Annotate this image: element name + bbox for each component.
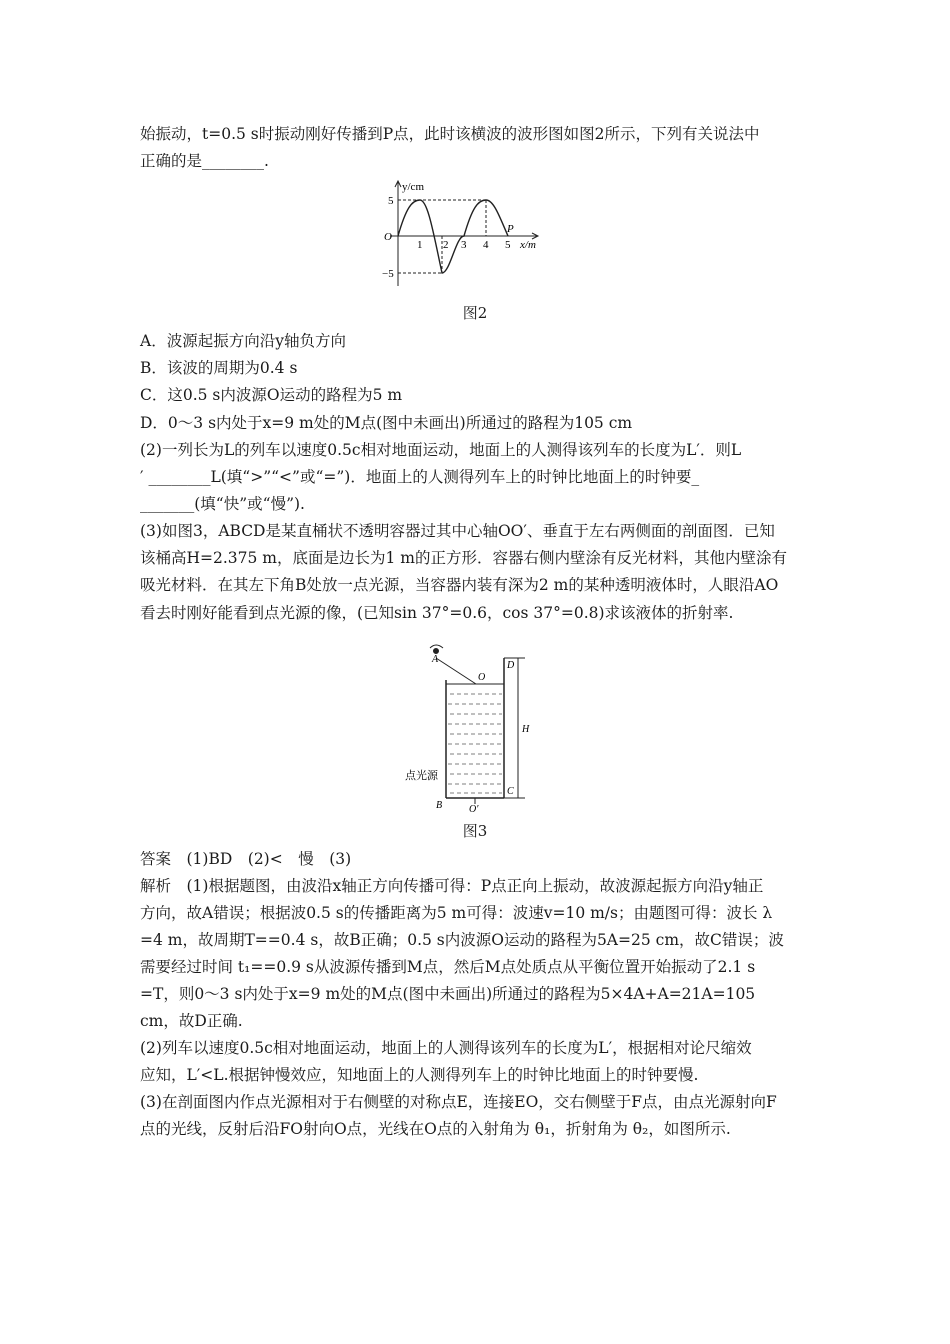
label-h: H	[522, 724, 530, 735]
analysis-line-3: =4 m，故周期T==0.4 s，故B正确；0.5 s内波源O运动的路程为5A=25 cm，故C错误；波	[140, 931, 784, 949]
wave-figure	[380, 178, 540, 296]
option-c: C．这0.5 s内波源O运动的路程为5 m	[140, 386, 403, 404]
option-d: D．0～3 s内处于x=9 m处的M点(图中未画出)所通过的路程为105 cm	[140, 414, 633, 432]
analysis-line-9: (3)在剖面图内作点光源相对于右侧壁的对称点E，连接EO，交右侧壁于F点，由点光源射向F	[140, 1093, 777, 1111]
x-axis-label: x/m	[520, 239, 536, 251]
label-o: O	[478, 672, 486, 683]
origin-label: O	[384, 231, 392, 243]
y-axis-label: y/cm	[402, 181, 424, 193]
analysis-line-4: 需要经过时间 t₁==0.9 s从波源传播到M点，然后M点处质点从平衡位置开始振动了2.1 s	[140, 958, 756, 976]
label-a: A	[432, 654, 439, 665]
option-a: A．波源起振方向沿y轴负方向	[140, 332, 346, 350]
label-b: B	[436, 800, 443, 811]
q3-line-2: 该桶高H=2.375 m，底面是边长为1 m的正方形．容器右侧内壁涂有反光材料，其他内壁涂有	[140, 549, 787, 567]
container-figure	[400, 640, 560, 815]
analysis-line-6: cm，故D正确.	[140, 1012, 243, 1030]
y-tick-5: 5	[388, 195, 394, 207]
analysis-line-1: 解析 (1)根据题图，由波沿x轴正方向传播可得：P点正向上振动，故波源起振方向沿y轴正	[140, 877, 764, 895]
figure-3-caption: 图3	[462, 822, 488, 840]
x-tick-5: 5	[505, 239, 511, 251]
q2-line-2: ′ ________L(填“>”“<”或“=”)．地面上的人测得列车上的时钟比地面上的时钟要_	[140, 468, 700, 486]
intro-line-2: 正确的是________.	[140, 152, 269, 170]
analysis-line-10: 点的光线，反射后沿FO射向O点，光线在O点的入射角为 θ₁，折射角为 θ₂，如图所示.	[140, 1120, 731, 1138]
intro-line-1: 始振动，t=0.5 s时振动刚好传播到P点，此时该横波的波形图如图2所示，下列有关说法中	[140, 125, 760, 143]
y-tick-neg5: −5	[382, 268, 394, 280]
x-tick-2: 2	[443, 239, 449, 251]
q3-line-4: 看去时刚好能看到点光源的像，(已知sin 37°=0.6，cos 37°=0.8)求该液体的折射率.	[140, 604, 734, 622]
x-tick-3: 3	[461, 239, 467, 251]
figure-2-caption: 图2	[462, 304, 488, 322]
analysis-line-8: 应知，L′<L.根据钟慢效应，知地面上的人测得列车上的时钟比地面上的时钟要慢.	[140, 1066, 699, 1084]
sight-line	[436, 658, 476, 684]
analysis-line-2: 方向，故A错误；根据波0.5 s的传播距离为5 m可得：波速v=10 m/s；由题图可得：波长 λ	[140, 904, 773, 922]
label-c: C	[507, 786, 514, 797]
label-o-prime: O′	[469, 804, 479, 815]
option-b: B．该波的周期为0.4 s	[140, 359, 298, 377]
q3-line-3: 吸光材料．在其左下角B处放一点光源，当容器内装有深为2 m的某种透明液体时，人眼沿AO	[140, 576, 779, 594]
point-p-label: P	[507, 223, 514, 235]
analysis-line-5: =T，则0～3 s内处于x=9 m处的M点(图中未画出)所通过的路程为5×4A+A=21A=105	[140, 985, 756, 1003]
x-tick-1: 1	[417, 239, 423, 251]
label-point-source: 点光源	[405, 770, 438, 782]
eye-icon	[430, 645, 443, 648]
q2-line-1: (2)一列长为L的列车以速度0.5c相对地面运动，地面上的人测得该列车的长度为L′．则L	[140, 441, 742, 459]
label-d: D	[507, 660, 515, 671]
analysis-line-7: (2)列车以速度0.5c相对地面运动，地面上的人测得该列车的长度为L′，根据相对论尺缩效	[140, 1039, 752, 1057]
liquid-hatching	[448, 694, 502, 793]
answer-line: 答案 (1)BD (2)< 慢 (3)	[140, 850, 352, 868]
q2-line-3: _______(填“快”或“慢”).	[140, 495, 305, 513]
x-tick-4: 4	[483, 239, 489, 251]
q3-line-1: (3)如图3，ABCD是某直桶状不透明容器过其中心轴OO′、垂直于左右两侧面的剖面图．已知	[140, 522, 775, 540]
